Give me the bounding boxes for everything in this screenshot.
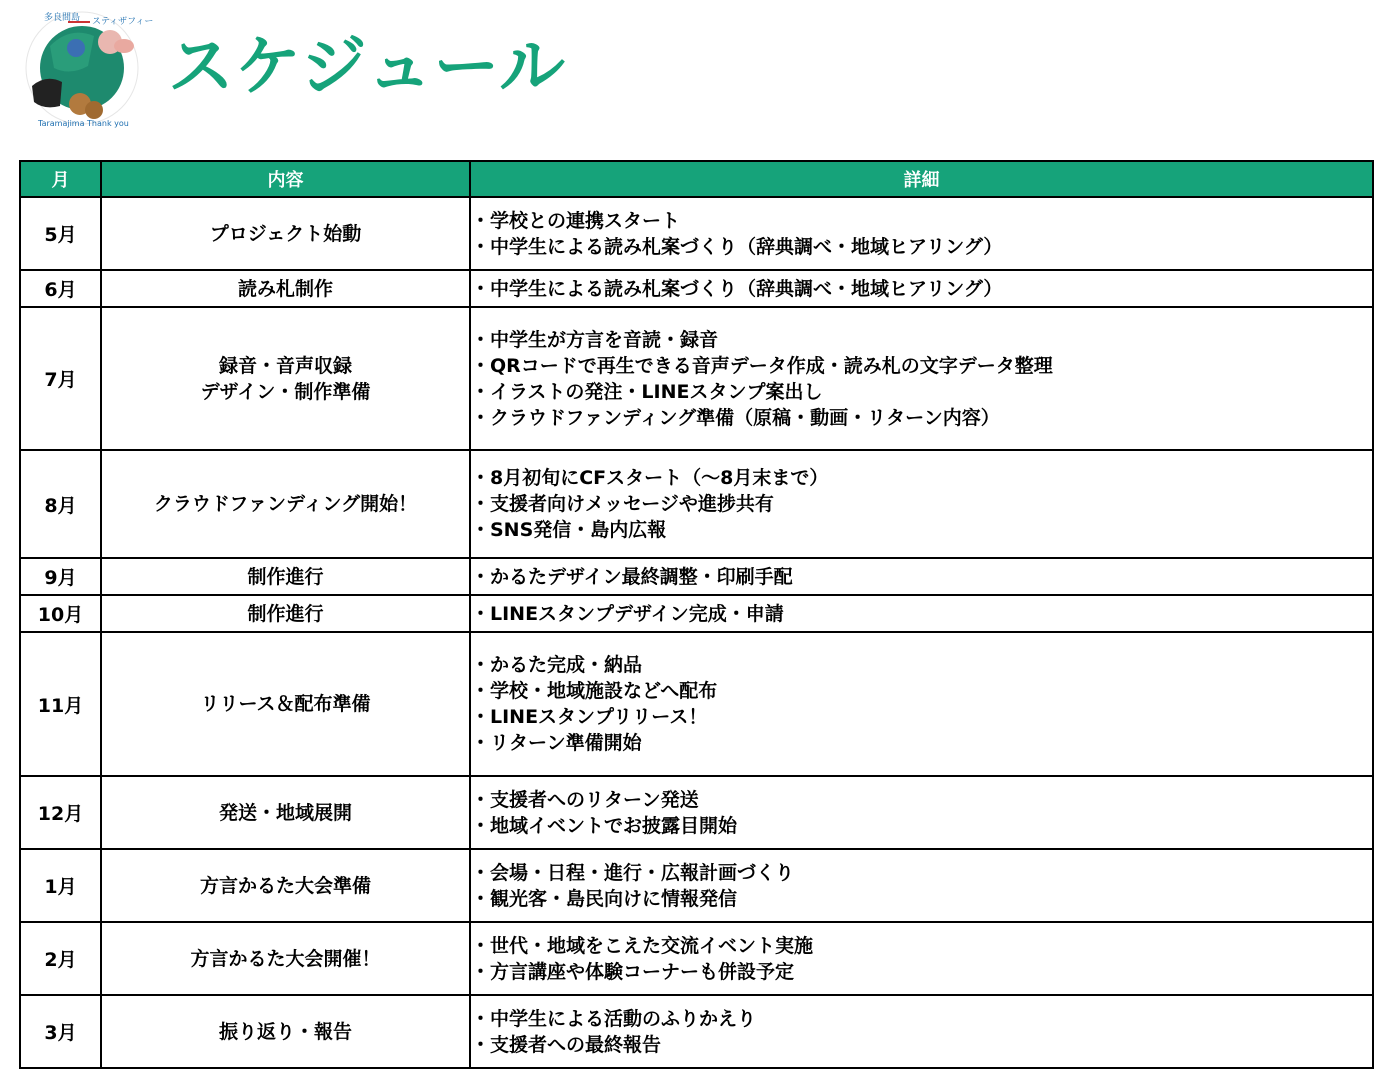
- content-cell: [101, 450, 470, 558]
- detail-item: ・支援者へのリターン発送: [471, 788, 699, 811]
- content-text: 方言かるた大会開催！: [190, 947, 381, 970]
- detail-item: ・支援者向けメッセージや進捗共有: [471, 493, 774, 515]
- content-text: リリース＆配布準備: [200, 693, 371, 715]
- content-cell: [101, 632, 470, 776]
- content-text: 録音・音声収録: [218, 354, 352, 377]
- content-text: 読み札制作: [237, 277, 333, 300]
- month-cell: 3月: [20, 995, 101, 1068]
- detail-item: ・8月初旬にCFスタート（～8月末まで）: [471, 467, 829, 489]
- content-cell: [101, 849, 470, 922]
- content-text: クラウドファンディング開始！: [153, 493, 418, 515]
- month-cell: 6月: [20, 270, 101, 307]
- month-cell: 12月: [20, 776, 101, 849]
- detail-item: ・中学生による読み札案づくり（辞典調べ・地域ヒアリング）: [471, 235, 1003, 258]
- month-cell: 10月: [20, 595, 101, 632]
- content-cell: [101, 270, 470, 307]
- content-text: プロジェクト始動: [209, 222, 362, 245]
- month-cell: 9月: [20, 558, 101, 595]
- month-cell: 1月: [20, 849, 101, 922]
- content-cell: [101, 922, 470, 995]
- detail-item: ・中学生が方言を音読・録音: [471, 328, 719, 351]
- taramajima-logo: [10, 6, 156, 130]
- details-cell: [470, 270, 1373, 307]
- column-header-month: 月: [20, 161, 101, 197]
- content-text: 方言かるた大会準備: [199, 874, 371, 897]
- logo-text-top2: スティザフィー: [92, 17, 154, 27]
- detail-item: ・SNS発信・島内広報: [471, 519, 667, 541]
- details-cell: [470, 632, 1373, 776]
- detail-item: ・観光客・島民向けに情報発信: [471, 887, 738, 910]
- content-text: 振り返り・報告: [218, 1020, 352, 1043]
- detail-item: ・イラストの発注・LINEスタンプ案出し: [471, 380, 823, 403]
- detail-item: ・QRコードで再生できる音声データ作成・読み札の文字データ整理: [471, 354, 1053, 377]
- month-cell: 2月: [20, 922, 101, 995]
- content-cell: [101, 995, 470, 1068]
- detail-item: ・LINEスタンプリリース！: [471, 706, 708, 728]
- detail-item: ・学校・地域施設などへ配布: [471, 680, 718, 702]
- detail-item: ・支援者への最終報告: [471, 1033, 662, 1056]
- table-row: [20, 995, 1373, 1068]
- content-cell: [101, 558, 470, 595]
- table-row: [20, 450, 1373, 558]
- details-cell: [470, 450, 1373, 558]
- detail-item: ・リターン準備開始: [471, 732, 642, 754]
- month-cell: 5月: [20, 197, 101, 270]
- details-cell: [470, 849, 1373, 922]
- content-cell: [101, 307, 470, 450]
- table-row: [20, 849, 1373, 922]
- column-header-content: 内容: [101, 161, 470, 197]
- content-text: デザイン・制作準備: [200, 380, 371, 403]
- details-cell: [470, 558, 1373, 595]
- table-row: [20, 922, 1373, 995]
- content-cell: [101, 595, 470, 632]
- content-cell: [101, 197, 470, 270]
- table-row: [20, 197, 1373, 270]
- details-cell: [470, 595, 1373, 632]
- table-row: [20, 270, 1373, 307]
- detail-item: ・LINEスタンプデザイン完成・申請: [471, 602, 784, 625]
- details-cell: [470, 197, 1373, 270]
- content-text: 制作進行: [247, 602, 324, 625]
- detail-item: ・中学生による読み札案づくり（辞典調べ・地域ヒアリング）: [471, 277, 1003, 300]
- details-cell: [470, 995, 1373, 1068]
- logo-text-bottom: Taramajima Thank you: [38, 119, 129, 128]
- logo-text-top: 多良間島: [44, 13, 81, 23]
- detail-item: ・世代・地域をこえた交流イベント実施: [471, 934, 814, 957]
- content-text: 制作進行: [247, 565, 324, 588]
- details-cell: [470, 922, 1373, 995]
- column-header-details: 詳細: [470, 161, 1373, 197]
- table-row: [20, 307, 1373, 450]
- detail-item: ・方言講座や体験コーナーも併設予定: [471, 960, 795, 983]
- month-cell: 11月: [20, 632, 101, 776]
- detail-item: ・地域イベントでお披露目開始: [471, 814, 738, 837]
- detail-item: ・中学生による活動のふりかえり: [471, 1007, 757, 1030]
- table-row: [20, 558, 1373, 595]
- content-text: 発送・地域展開: [218, 801, 352, 824]
- content-cell: [101, 776, 470, 849]
- schedule-table: [19, 160, 1374, 1069]
- detail-item: ・クラウドファンディング準備（原稿・動画・リターン内容）: [471, 406, 1000, 429]
- detail-item: ・会場・日程・進行・広報計画づくり: [471, 861, 795, 884]
- table-row: [20, 595, 1373, 632]
- table-row: [20, 632, 1373, 776]
- page-title: スケジュール: [168, 28, 567, 105]
- month-cell: 8月: [20, 450, 101, 558]
- details-cell: [470, 776, 1373, 849]
- details-cell: [470, 307, 1373, 450]
- month-cell: 7月: [20, 307, 101, 450]
- detail-item: ・学校との連携スタート: [471, 209, 681, 232]
- table-row: [20, 776, 1373, 849]
- table-header-row: [20, 161, 1373, 197]
- detail-item: ・かるた完成・納品: [471, 654, 643, 676]
- detail-item: ・かるたデザイン最終調整・印刷手配: [471, 565, 793, 588]
